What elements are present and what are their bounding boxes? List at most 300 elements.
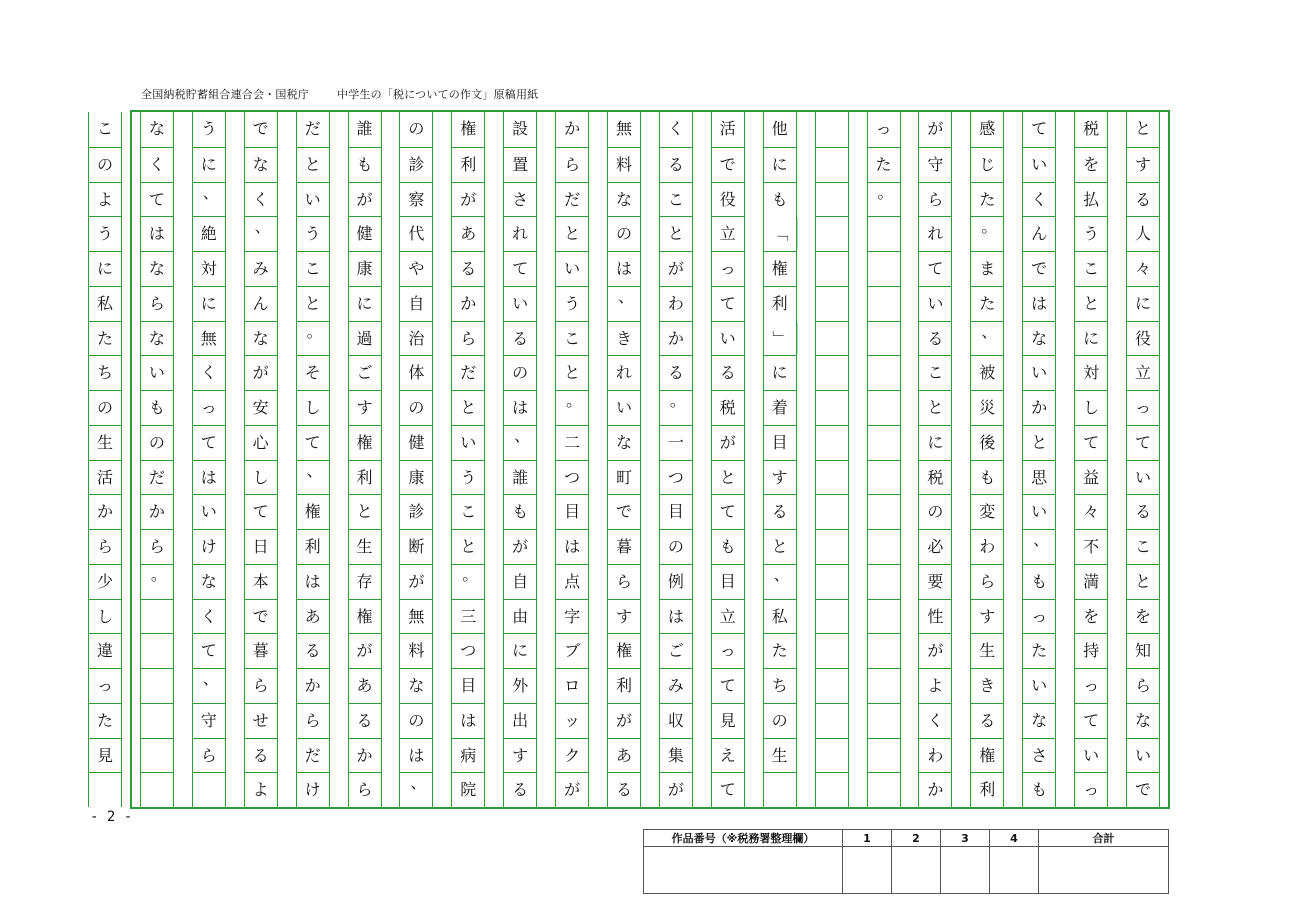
manuscript-cell — [816, 529, 848, 564]
manuscript-cell: う — [89, 216, 121, 251]
manuscript-cell: っ — [712, 251, 744, 286]
manuscript-cell: 役 — [712, 182, 744, 217]
manuscript-column — [348, 112, 382, 807]
manuscript-cell: か — [452, 286, 484, 321]
manuscript-cell: 権 — [764, 251, 796, 286]
manuscript-column — [88, 112, 122, 807]
manuscript-cell: 心 — [245, 425, 277, 460]
manuscript-cell: の — [504, 355, 536, 390]
manuscript-cell: か — [1023, 390, 1055, 425]
manuscript-cell — [89, 772, 121, 807]
manuscript-cell: 目 — [712, 564, 744, 599]
manuscript-cell: 、 — [400, 772, 432, 807]
manuscript-cell: ら — [349, 772, 381, 807]
manuscript-cell: 生 — [89, 425, 121, 460]
manuscript-cell: 、 — [245, 216, 277, 251]
manuscript-cell: 利 — [971, 772, 1003, 807]
manuscript-cell: あ — [608, 738, 640, 773]
manuscript-cell: こ — [452, 494, 484, 529]
manuscript-cell: い — [1075, 738, 1107, 773]
manuscript-cell: ら — [971, 564, 1003, 599]
manuscript-cell: と — [452, 529, 484, 564]
manuscript-cell: が — [245, 355, 277, 390]
manuscript-cell: れ — [504, 216, 536, 251]
manuscript-cell — [868, 772, 900, 807]
manuscript-cell: の — [764, 703, 796, 738]
manuscript-cell: き — [608, 321, 640, 356]
manuscript-cell — [816, 494, 848, 529]
manuscript-cell: く — [193, 355, 225, 390]
score-header-1: 1 — [843, 830, 892, 847]
manuscript-cell: る — [712, 355, 744, 390]
manuscript-cell: な — [193, 564, 225, 599]
manuscript-cell: 生 — [971, 633, 1003, 668]
manuscript-cell: こ — [1075, 251, 1107, 286]
manuscript-cell: 過 — [349, 321, 381, 356]
score-cell-entry-number — [644, 847, 843, 894]
manuscript-column — [1022, 112, 1056, 807]
manuscript-cell: 目 — [556, 494, 588, 529]
manuscript-cell: に — [349, 286, 381, 321]
manuscript-cell: な — [245, 321, 277, 356]
manuscript-cell: 々 — [1127, 251, 1159, 286]
manuscript-cell: け — [193, 529, 225, 564]
manuscript-cell: 無 — [400, 599, 432, 634]
manuscript-cell: よ — [245, 772, 277, 807]
manuscript-cell: 、 — [297, 460, 329, 495]
manuscript-cell — [141, 703, 173, 738]
manuscript-cell: こ — [556, 321, 588, 356]
score-table — [643, 829, 1169, 894]
manuscript-cell: て — [193, 425, 225, 460]
manuscript-cell: 目 — [660, 494, 692, 529]
manuscript-cell: 無 — [615, 119, 632, 138]
manuscript-cell: が — [919, 633, 951, 668]
manuscript-cell: も — [1023, 564, 1055, 599]
manuscript-cell: い — [504, 286, 536, 321]
manuscript-cell: く — [141, 147, 173, 182]
manuscript-cell: 権 — [349, 425, 381, 460]
manuscript-cell: 性 — [919, 599, 951, 634]
manuscript-cell — [868, 460, 900, 495]
manuscript-cell: だ — [556, 182, 588, 217]
manuscript-cell: 目 — [764, 425, 796, 460]
manuscript-cell: 見 — [89, 738, 121, 773]
manuscript-cell: こ — [660, 182, 692, 217]
manuscript-cell: て — [1031, 119, 1048, 138]
manuscript-cell: 立 — [712, 216, 744, 251]
manuscript-cell: 診 — [400, 494, 432, 529]
manuscript-cell: 他 — [771, 119, 788, 138]
manuscript-cell: と — [297, 147, 329, 182]
manuscript-cell: は — [660, 599, 692, 634]
manuscript-cell: つ — [660, 460, 692, 495]
manuscript-cell: が — [349, 633, 381, 668]
form-title: 中学生の「税についての作文」原稿用紙 — [337, 88, 539, 101]
manuscript-cell: が — [712, 425, 744, 460]
manuscript-cell: る — [919, 321, 951, 356]
manuscript-cell — [868, 494, 900, 529]
manuscript-cell: こ — [1127, 529, 1159, 564]
manuscript-cell: 税 — [712, 390, 744, 425]
manuscript-cell: し — [89, 599, 121, 634]
manuscript-cell: 。 — [971, 216, 1003, 251]
manuscript-cell: 院 — [452, 772, 484, 807]
score-table-entry-row — [644, 847, 1169, 894]
manuscript-cell: は — [504, 390, 536, 425]
manuscript-cell: と — [297, 286, 329, 321]
score-cell-1 — [843, 847, 892, 894]
manuscript-cell: 対 — [1075, 355, 1107, 390]
manuscript-cell: と — [919, 390, 951, 425]
manuscript-cell: な — [1023, 321, 1055, 356]
manuscript-cell: さ — [1023, 738, 1055, 773]
manuscript-cell: が — [452, 182, 484, 217]
manuscript-column — [1074, 112, 1108, 807]
manuscript-cell: て — [1127, 425, 1159, 460]
manuscript-cell: い — [712, 321, 744, 356]
manuscript-cell: す — [349, 390, 381, 425]
manuscript-cell — [868, 216, 900, 251]
manuscript-cell — [868, 633, 900, 668]
manuscript-cell — [868, 564, 900, 599]
manuscript-cell: が — [927, 119, 944, 138]
manuscript-cell: 日 — [245, 529, 277, 564]
manuscript-cell: っ — [89, 668, 121, 703]
manuscript-cell: じ — [971, 147, 1003, 182]
manuscript-cell: う — [1075, 216, 1107, 251]
manuscript-cell — [141, 738, 173, 773]
manuscript-cell: 存 — [349, 564, 381, 599]
manuscript-cell: い — [1023, 668, 1055, 703]
manuscript-cell — [141, 668, 173, 703]
manuscript-cell: 置 — [504, 147, 536, 182]
manuscript-cell: る — [297, 633, 329, 668]
manuscript-cell: 集 — [660, 738, 692, 773]
manuscript-cell: う — [200, 119, 217, 138]
manuscript-cell: ん — [245, 286, 277, 321]
manuscript-cell: は — [141, 216, 173, 251]
manuscript-cell: ご — [349, 355, 381, 390]
manuscript-cell: た — [971, 182, 1003, 217]
manuscript-cell: い — [141, 355, 173, 390]
manuscript-cell: い — [1023, 494, 1055, 529]
manuscript-cell: 満 — [1075, 564, 1107, 599]
manuscript-cell: 察 — [400, 182, 432, 217]
manuscript-cell — [141, 633, 173, 668]
manuscript-cell: な — [608, 182, 640, 217]
manuscript-cell: 権 — [297, 494, 329, 529]
manuscript-cell: い — [919, 286, 951, 321]
manuscript-cell: て — [1075, 425, 1107, 460]
manuscript-column — [918, 112, 952, 807]
manuscript-cell: 絶 — [193, 216, 225, 251]
manuscript-column — [607, 112, 641, 807]
manuscript-cell: た — [764, 633, 796, 668]
manuscript-cell: つ — [452, 633, 484, 668]
manuscript-cell: に — [504, 633, 536, 668]
manuscript-cell: 利 — [452, 147, 484, 182]
manuscript-cell: ら — [1127, 668, 1159, 703]
manuscript-cell — [816, 286, 848, 321]
manuscript-cell: は — [193, 460, 225, 495]
manuscript-cell: 、 — [193, 668, 225, 703]
manuscript-cell — [868, 425, 900, 460]
manuscript-cell: て — [193, 633, 225, 668]
manuscript-cell: 例 — [660, 564, 692, 599]
manuscript-cell: 誰 — [504, 460, 536, 495]
manuscript-cell: こ — [919, 355, 951, 390]
manuscript-cell: に — [89, 251, 121, 286]
manuscript-cell: 利 — [349, 460, 381, 495]
manuscript-cell — [816, 772, 848, 807]
manuscript-cell: ち — [89, 355, 121, 390]
manuscript-cell: で — [1023, 251, 1055, 286]
manuscript-cell: て — [712, 668, 744, 703]
manuscript-cell: を — [1075, 147, 1107, 182]
manuscript-cell — [868, 355, 900, 390]
manuscript-cell: 後 — [971, 425, 1003, 460]
manuscript-cell: 必 — [919, 529, 951, 564]
manuscript-cell: に — [919, 425, 951, 460]
manuscript-column — [763, 112, 797, 807]
manuscript-cell: は — [608, 251, 640, 286]
manuscript-cell: 人 — [1127, 216, 1159, 251]
manuscript-cell: く — [667, 119, 684, 138]
manuscript-cell: の — [400, 703, 432, 738]
score-header-3: 3 — [940, 830, 989, 847]
manuscript-cell: 守 — [919, 147, 951, 182]
manuscript-cell: た — [89, 703, 121, 738]
manuscript-cell: る — [971, 703, 1003, 738]
manuscript-cell: の — [660, 529, 692, 564]
manuscript-cell: な — [141, 321, 173, 356]
manuscript-cell: 立 — [1127, 355, 1159, 390]
manuscript-cell: る — [1127, 182, 1159, 217]
manuscript-cell: ら — [193, 738, 225, 773]
manuscript-cell: ら — [919, 182, 951, 217]
score-cell-2 — [891, 847, 940, 894]
manuscript-cell: 思 — [1023, 460, 1055, 495]
manuscript-cell: 要 — [919, 564, 951, 599]
manuscript-cell — [868, 599, 900, 634]
manuscript-cell: 由 — [504, 599, 536, 634]
manuscript-cell: た — [971, 286, 1003, 321]
manuscript-cell: 活 — [89, 460, 121, 495]
manuscript-cell: 生 — [349, 529, 381, 564]
manuscript-cell: は — [297, 564, 329, 599]
manuscript-column — [451, 112, 485, 807]
manuscript-column — [711, 112, 745, 807]
manuscript-cell: だ — [297, 738, 329, 773]
manuscript-cell: れ — [608, 355, 640, 390]
manuscript-cell: ら — [556, 147, 588, 182]
manuscript-cell: 変 — [971, 494, 1003, 529]
manuscript-cell: が — [660, 251, 692, 286]
manuscript-cell: は — [556, 529, 588, 564]
manuscript-cell: 権 — [349, 599, 381, 634]
manuscript-cell: っ — [875, 119, 892, 138]
manuscript-cell: 設 — [512, 119, 529, 138]
manuscript-cell: う — [297, 216, 329, 251]
manuscript-cell: た — [868, 147, 900, 182]
manuscript-cell: 康 — [349, 251, 381, 286]
manuscript-cell: 、 — [1023, 529, 1055, 564]
manuscript-cell: か — [919, 772, 951, 807]
manuscript-cell: 健 — [400, 425, 432, 460]
manuscript-cell — [816, 460, 848, 495]
manuscript-cell: ら — [297, 703, 329, 738]
manuscript-cell: と — [1134, 119, 1151, 138]
manuscript-cell: と — [1023, 425, 1055, 460]
manuscript-cell: 健 — [349, 216, 381, 251]
manuscript-cell: ら — [452, 321, 484, 356]
manuscript-cell: ッ — [556, 703, 588, 738]
manuscript-cell: そ — [297, 355, 329, 390]
score-header-4: 4 — [989, 830, 1038, 847]
manuscript-cell — [816, 147, 848, 182]
manuscript-cell: 見 — [712, 703, 744, 738]
manuscript-cell: あ — [349, 668, 381, 703]
manuscript-cell: う — [452, 460, 484, 495]
manuscript-cell: す — [971, 599, 1003, 634]
manuscript-column — [970, 112, 1004, 807]
manuscript-cell: と — [349, 494, 381, 529]
manuscript-cell: ブ — [556, 633, 588, 668]
manuscript-cell: は — [452, 703, 484, 738]
manuscript-cell: か — [141, 494, 173, 529]
manuscript-cell: あ — [452, 216, 484, 251]
manuscript-cell: も — [349, 147, 381, 182]
manuscript-cell: は — [1023, 286, 1055, 321]
manuscript-cell: 、 — [764, 564, 796, 599]
manuscript-cell: く — [193, 599, 225, 634]
manuscript-cell: く — [1023, 182, 1055, 217]
manuscript-cell: る — [245, 738, 277, 773]
manuscript-cell: ん — [1023, 216, 1055, 251]
page-number: - 2 - — [90, 809, 133, 825]
manuscript-cell — [816, 599, 848, 634]
manuscript-cell: き — [971, 668, 1003, 703]
manuscript-cell: 安 — [245, 390, 277, 425]
manuscript-grid — [96, 110, 1170, 809]
manuscript-cell — [868, 668, 900, 703]
manuscript-cell: 目 — [452, 668, 484, 703]
score-header-entry-number: 作品番号（※税務署整理欄） — [644, 830, 843, 847]
manuscript-cell: 感 — [979, 119, 996, 138]
manuscript-cell: 町 — [608, 460, 640, 495]
manuscript-cell: わ — [919, 738, 951, 773]
manuscript-cell: さ — [504, 182, 536, 217]
manuscript-cell: 点 — [556, 564, 588, 599]
manuscript-cell: 税 — [1083, 119, 1100, 138]
manuscript-cell: 暮 — [245, 633, 277, 668]
manuscript-cell: て — [141, 182, 173, 217]
manuscript-cell: し — [1075, 390, 1107, 425]
manuscript-cell: に — [1127, 286, 1159, 321]
manuscript-cell: で — [252, 119, 269, 138]
manuscript-cell: 少 — [89, 564, 121, 599]
manuscript-cell: に — [193, 147, 225, 182]
manuscript-column — [296, 112, 330, 807]
manuscript-cell: 私 — [764, 599, 796, 634]
manuscript-cell: が — [504, 529, 536, 564]
manuscript-cell: 自 — [400, 286, 432, 321]
manuscript-cell: 。 — [297, 321, 329, 356]
manuscript-cell: る — [764, 494, 796, 529]
manuscript-cell: す — [764, 460, 796, 495]
manuscript-cell: と — [556, 216, 588, 251]
manuscript-cell: と — [1127, 564, 1159, 599]
manuscript-cell — [868, 703, 900, 738]
manuscript-cell: い — [1023, 355, 1055, 390]
manuscript-cell: 違 — [89, 633, 121, 668]
manuscript-cell: く — [245, 182, 277, 217]
manuscript-cell: 益 — [1075, 460, 1107, 495]
manuscript-cell: 、 — [608, 286, 640, 321]
manuscript-cell: し — [297, 390, 329, 425]
manuscript-cell: ら — [141, 286, 173, 321]
manuscript-cell: る — [504, 772, 536, 807]
manuscript-cell: る — [452, 251, 484, 286]
manuscript-cell: る — [660, 147, 692, 182]
manuscript-cell: す — [504, 738, 536, 773]
manuscript-cell: は — [400, 738, 432, 773]
manuscript-cell: 払 — [1075, 182, 1107, 217]
manuscript-cell: あ — [297, 599, 329, 634]
manuscript-cell: な — [400, 668, 432, 703]
manuscript-cell: 収 — [660, 703, 692, 738]
manuscript-cell: う — [556, 286, 588, 321]
manuscript-cell — [816, 216, 848, 251]
manuscript-cell: が — [608, 703, 640, 738]
manuscript-cell: す — [608, 599, 640, 634]
manuscript-cell — [816, 321, 848, 356]
manuscript-cell: と — [712, 460, 744, 495]
manuscript-cell: な — [245, 147, 277, 182]
manuscript-cell: も — [971, 460, 1003, 495]
manuscript-cell: な — [608, 425, 640, 460]
score-cell-total — [1038, 847, 1168, 894]
manuscript-cell: し — [245, 460, 277, 495]
manuscript-cell: っ — [1075, 668, 1107, 703]
manuscript-cell: 。 — [868, 182, 900, 217]
manuscript-cell — [816, 182, 848, 217]
manuscript-cell: て — [297, 425, 329, 460]
manuscript-column — [555, 112, 589, 807]
manuscript-cell: も — [1023, 772, 1055, 807]
manuscript-cell — [816, 738, 848, 773]
manuscript-cell: 出 — [504, 703, 536, 738]
manuscript-cell: 生 — [764, 738, 796, 773]
manuscript-cell — [816, 633, 848, 668]
manuscript-cell: た — [89, 321, 121, 356]
manuscript-cell: が — [349, 182, 381, 217]
manuscript-cell: っ — [1075, 772, 1107, 807]
manuscript-cell: と — [1075, 286, 1107, 321]
manuscript-cell: の — [408, 119, 425, 138]
organization-name: 全国納税貯蓄組合連合会・国税庁 — [141, 88, 309, 101]
manuscript-cell: み — [245, 251, 277, 286]
manuscript-cell: け — [297, 772, 329, 807]
manuscript-cell: 対 — [193, 251, 225, 286]
manuscript-cell: に — [764, 355, 796, 390]
manuscript-cell: つ — [556, 460, 588, 495]
manuscript-cell: っ — [712, 633, 744, 668]
manuscript-cell: こ — [297, 251, 329, 286]
manuscript-cell: も — [712, 529, 744, 564]
manuscript-cell — [868, 529, 900, 564]
